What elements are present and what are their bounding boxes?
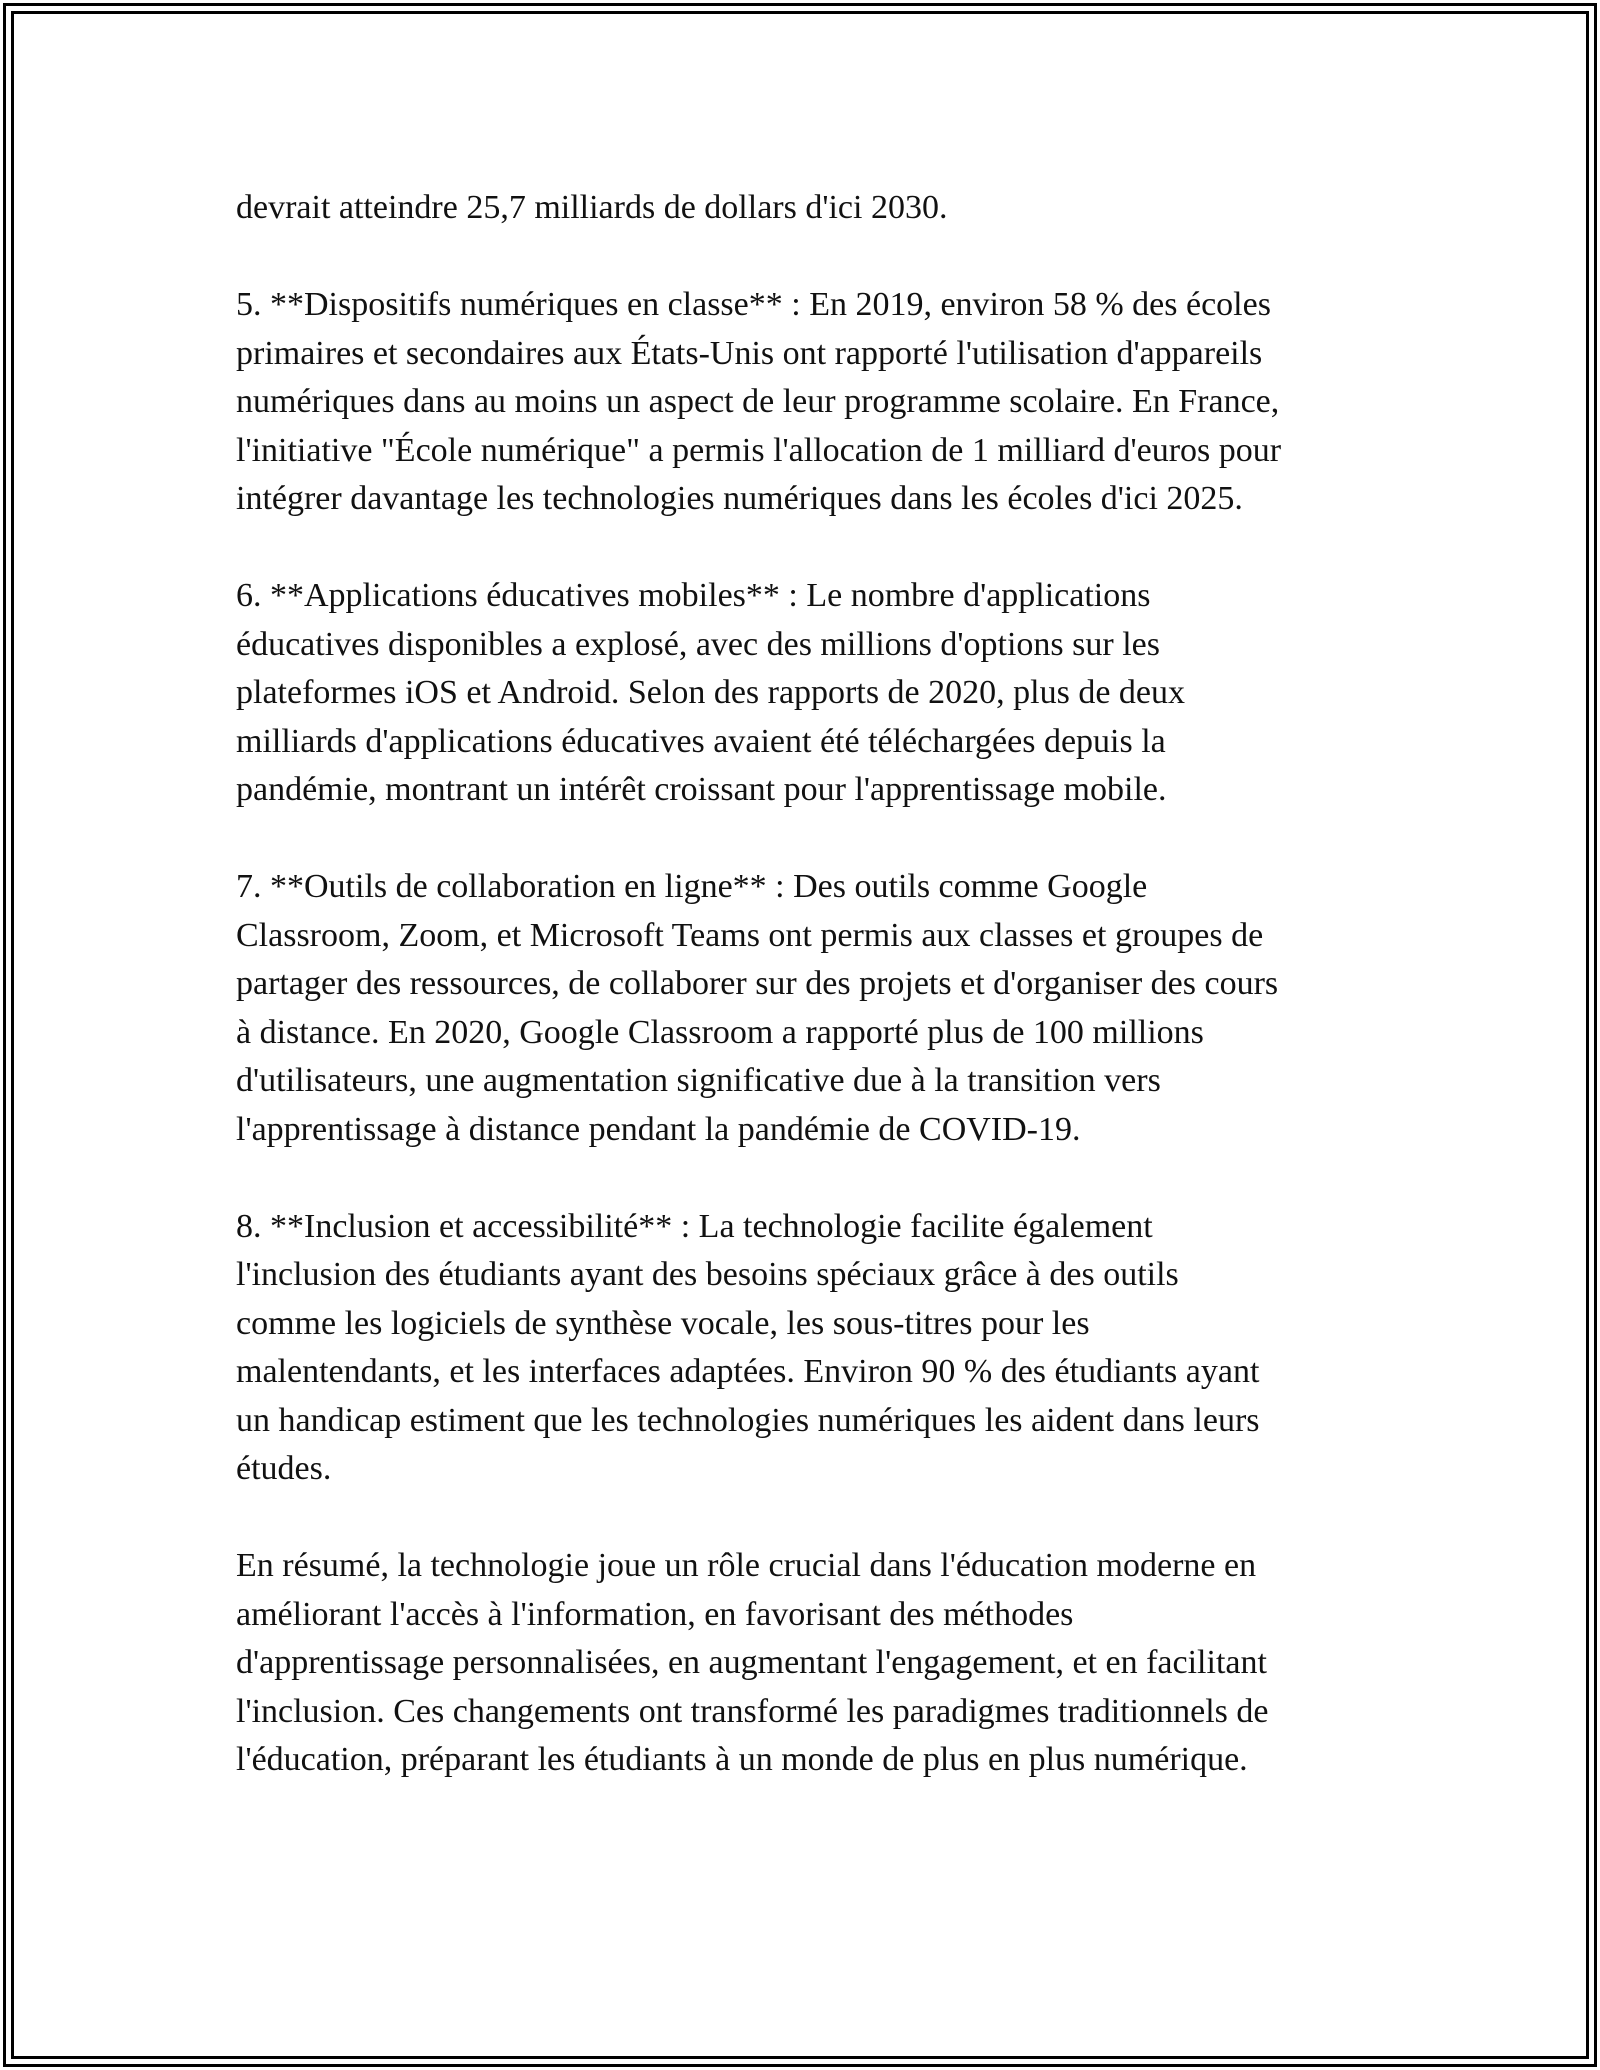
document-body	[236, 184, 1366, 1785]
paragraph-item-6-mobile-apps: 6. **Applications éducatives mobiles** : Le nombre d'applications éducatives disponibles a explosé, avec des millions d'options sur les plateformes iOS et Android. Selon des rapports de 2020, plus de deux milliards d'applications éducatives avaient été téléchargées depuis la pandémie, montrant un intérêt croissant pour l'apprentissage mobile.	[236, 577, 1186, 808]
paragraph-summary: En résumé, la technologie joue un rôle crucial dans l'éducation moderne en améliorant l'accès à l'information, en favorisant des méthodes d'apprentissage personnalisées, en augmentant l'engagement, et en facilitant l'inclusion. Ces changements ont transformé les paradigmes traditionnels de l'éducation, préparant les étudiants à un monde de plus en plus numérique.	[236, 1547, 1269, 1778]
paragraph-item-5-digital-devices: 5. **Dispositifs numériques en classe** : En 2019, environ 58 % des écoles primaires et secondaires aux États-Unis ont rapporté l'utilisation d'appareils numériques dans au moins un aspect de leur programme scolaire. En France, l'initiative "École numérique" a permis l'allocation de 1 milliard d'euros pour intégrer davantage les technologies numériques dans les écoles d'ici 2025.	[236, 286, 1282, 517]
paragraph-continuation: devrait atteindre 25,7 milliards de dollars d'ici 2030.	[236, 189, 948, 226]
paragraph-item-7-collaboration-tools: 7. **Outils de collaboration en ligne** : Des outils comme Google Classroom, Zoom, et Microsoft Teams ont permis aux classes et groupes de partager des ressources, de collaborer sur des projets et d'organiser des cours à distance. En 2020, Google Classroom a rapporté plus de 100 millions d'utilisateurs, une augmentation significative due à la transition vers l'apprentissage à distance pendant la pandémie de COVID-19.	[236, 868, 1279, 1148]
paragraph-item-8-inclusion: 8. **Inclusion et accessibilité** : La technologie facilite également l'inclusion des étudiants ayant des besoins spéciaux grâce à des outils comme les logiciels de synthèse vocale, les sous-titres pour les malentendants, et les interfaces adaptées. Environ 90 % des étudiants ayant un handicap estiment que les technologies numériques les aident dans leurs études.	[236, 1207, 1260, 1487]
